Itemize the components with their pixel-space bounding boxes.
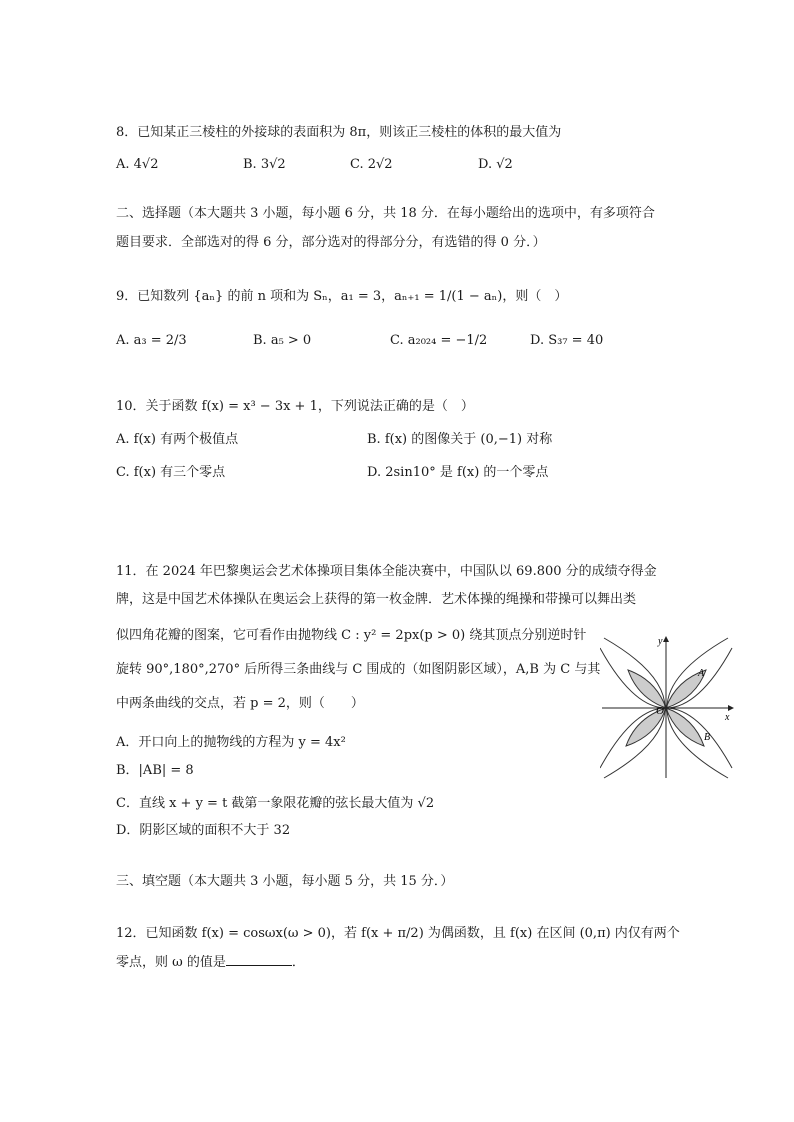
q9-option-d: D. S₃₇ = 40	[530, 333, 604, 348]
section-3-heading: 三、填空题（本大题共 3 小题，每小题 5 分，共 15 分．）	[116, 874, 454, 889]
x-axis-label: x	[725, 712, 730, 723]
q11-line-1: 11．在 2024 年巴黎奥运会艺术体操项目集体全能决赛中，中国队以 69.800 分的成绩夺得金	[116, 564, 657, 579]
answer-blank[interactable]	[226, 953, 292, 966]
q8-stem: 8．已知某正三棱柱的外接球的表面积为 8π，则该正三棱柱的体积的最大值为	[116, 125, 562, 140]
q12-line-2	[116, 953, 305, 972]
q12-line-1: 12．已知函数 f(x) = cosωx(ω > 0)，若 f(x + π/2) 为偶函数，且 f(x) 在区间 (0,π) 内仅有两个	[116, 926, 680, 941]
q10-option-d: D. 2sin10° 是 f(x) 的一个零点	[367, 465, 549, 480]
section-2-instructions: 题目要求．全部选对的得 6 分，部分选对的得部分分，有选错的得 0 分．）	[116, 235, 546, 250]
point-b-label: B	[704, 732, 711, 743]
q8-option-d: D. √2	[478, 157, 513, 172]
q8-option-c: C. 2√2	[350, 157, 393, 172]
q10-option-c: C. f(x) 有三个零点	[116, 465, 226, 480]
q11-option-b: B．|AB| = 8	[116, 763, 194, 778]
q9-option-a: A. a₃ = 2/3	[116, 333, 187, 348]
y-axis-label: y	[658, 636, 663, 647]
origin-label: O	[656, 705, 664, 717]
y-axis-arrow	[663, 636, 669, 642]
q11-line-2: 牌，这是中国艺术体操队在奥运会上获得的第一枚金牌．艺术体操的绳操和带操可以舞出类	[116, 592, 637, 607]
q10-option-a: A. f(x) 有两个极值点	[116, 432, 239, 447]
q12-line-2-end: ．	[291, 955, 305, 970]
q11-option-d: D．阴影区域的面积不大于 32	[116, 823, 291, 838]
q11-line-3: 似四角花瓣的图案，它可看作由抛物线 C : y² = 2px(p > 0) 绕其顶点分别逆时针	[116, 628, 587, 643]
q9-option-c: C. a₂₀₂₄ = −1/2	[390, 333, 488, 348]
section-2-heading: 二、选择题（本大题共 3 小题，每小题 6 分，共 18 分．在每小题给出的选项中，有多项符合	[116, 206, 655, 221]
q11-line-4: 旋转 90°,180°,270° 后所得三条曲线与 C 围成的（如图阴影区域），A,B 为 C 与其	[116, 662, 601, 677]
point-a-label: A	[698, 668, 705, 679]
q11-option-c: C．直线 x + y = t 截第一象限花瓣的弦长最大值为 √2	[116, 796, 435, 811]
q9-stem: 9．已知数列 {aₙ} 的前 n 项和为 Sₙ，a₁ = 3，aₙ₊₁ = 1/(1 − aₙ)，则（ ）	[116, 289, 568, 304]
q8-option-b: B. 3√2	[243, 157, 286, 172]
q10-option-b: B. f(x) 的图像关于 (0,−1) 对称	[367, 432, 553, 447]
q8-option-a: A. 4√2	[116, 157, 159, 172]
q11-flower-figure	[600, 630, 740, 780]
q11-option-a: A．开口向上的抛物线的方程为 y = 4x²	[116, 735, 346, 750]
q9-option-b: B. a₅ > 0	[253, 333, 312, 348]
q12-line-2-text: 零点，则 ω 的值是	[116, 955, 226, 970]
x-axis-arrow	[728, 705, 734, 711]
q10-stem: 10．关于函数 f(x) = x³ − 3x + 1，下列说法正确的是（ ）	[116, 399, 474, 414]
q11-line-5: 中两条曲线的交点，若 p = 2，则（ ）	[116, 696, 364, 711]
